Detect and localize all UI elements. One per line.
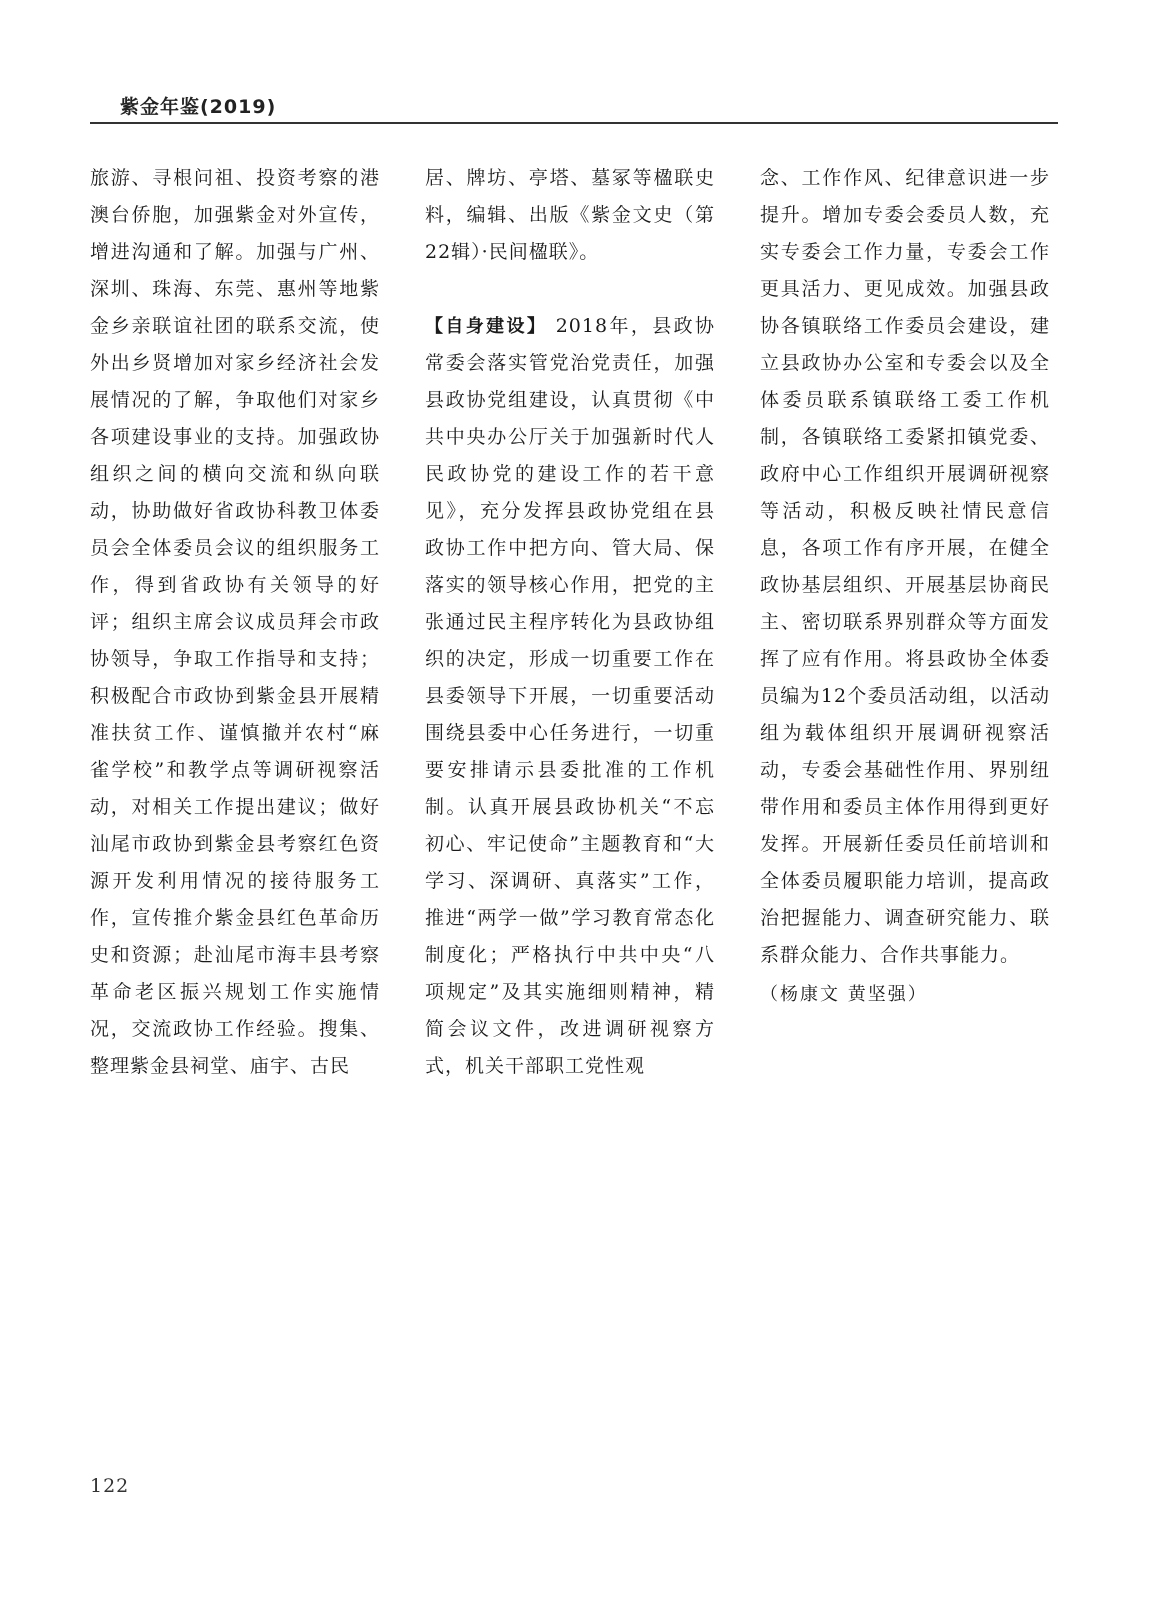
page-number: 122 bbox=[90, 1475, 130, 1497]
text-column-2 bbox=[425, 160, 715, 1085]
section-heading-self-construction: 【自身建设】 bbox=[425, 316, 548, 337]
header-divider bbox=[90, 122, 1058, 124]
column-3-paragraph: 念、工作作风、纪律意识进一步提升。增加专委会委员人数，充实专委会工作力量，专委会工作更具活力、更见成效。加强县政协各镇联络工作委员会建设，建立县政协办公室和专委会以及全体委员联系镇联络工委工作机制，各镇联络工委紧扣镇党委、政府中心工作组织开展调研视察等活动，积极反映社情民意信息，各项工作有序开展，在健全政协基层组织、开展基层协商民主、密切联系界别群众等方面发挥了应有作用。将县政协全体委员编为12个委员活动组，以活动组为载体组织开展调研视察活动，专委会基础性作用、界别纽带作用和委员主体作用得到更好发挥。开展新任委员任前培训和全体委员履职能力培训，提高政治把握能力、调查研究能力、联系群众能力、合作共事能力。 bbox=[760, 167, 1050, 966]
self-construction-paragraph bbox=[425, 308, 715, 1085]
column-1-paragraph: 旅游、寻根问祖、投资考察的港澳台侨胞，加强紫金对外宣传，增进沟通和了解。加强与广州、深圳、珠海、东莞、惠州等地紫金乡亲联谊社团的联系交流，使外出乡贤增加对家乡经济社会发展情况的了解，争取他们对家乡各项建设事业的支持。加强政协组织之间的横向交流和纵向联动，协助做好省政协科教卫体委员会全体委员会议的组织服务工作，得到省政协有关领导的好评；组织主席会议成员拜会市政协领导，争取工作指导和支持；积极配合市政协到紫金县开展精准扶贫工作、谨慎撤并农村“麻雀学校”和教学点等调研视察活动，对相关工作提出建议；做好汕尾市政协到紫金县考察红色资源开发利用情况的接待服务工作，宣传推介紫金县红色革命历史和资源；赴汕尾市海丰县考察革命老区振兴规划工作实施情况，交流政协工作经验。搜集、整理紫金县祠堂、庙宇、古民 bbox=[90, 167, 380, 1077]
running-header-title: 紫金年鉴(2019) bbox=[120, 96, 277, 118]
text-column-1 bbox=[90, 160, 380, 1085]
text-column-3 bbox=[760, 160, 1050, 1013]
paragraph-gap bbox=[425, 271, 715, 308]
self-construction-text: 2018年，县政协常委会落实管党治党责任，加强县政协党组建设，认真贯彻《中共中央办公厅关于加强新时代人民政协党的建设工作的若干意见》，充分发挥县政协党组在县政协工作中把方向、管大局、保落实的领导核心作用，把党的主张通过民主程序转化为县政协组织的决定，形成一切重要工作在县委领导下开展，一切重要活动围绕县委中心任务进行，一切重要安排请示县委批准的工作机制。认真开展县政协机关“不忘初心、牢记使命”主题教育和“大学习、深调研、真落实”工作，推进“两学一做”学习教育常态化制度化；严格执行中共中央“八项规定”及其实施细则精神，精简会议文件，改进调研视察方式，机关干部职工党性观 bbox=[425, 315, 715, 1077]
author-byline: （杨康文 黄坚强） bbox=[760, 984, 928, 1005]
column-2-intro-paragraph: 居、牌坊、亭塔、墓冢等楹联史料，编辑、出版《紫金文史（第22辑）·民间楹联》。 bbox=[425, 167, 715, 263]
